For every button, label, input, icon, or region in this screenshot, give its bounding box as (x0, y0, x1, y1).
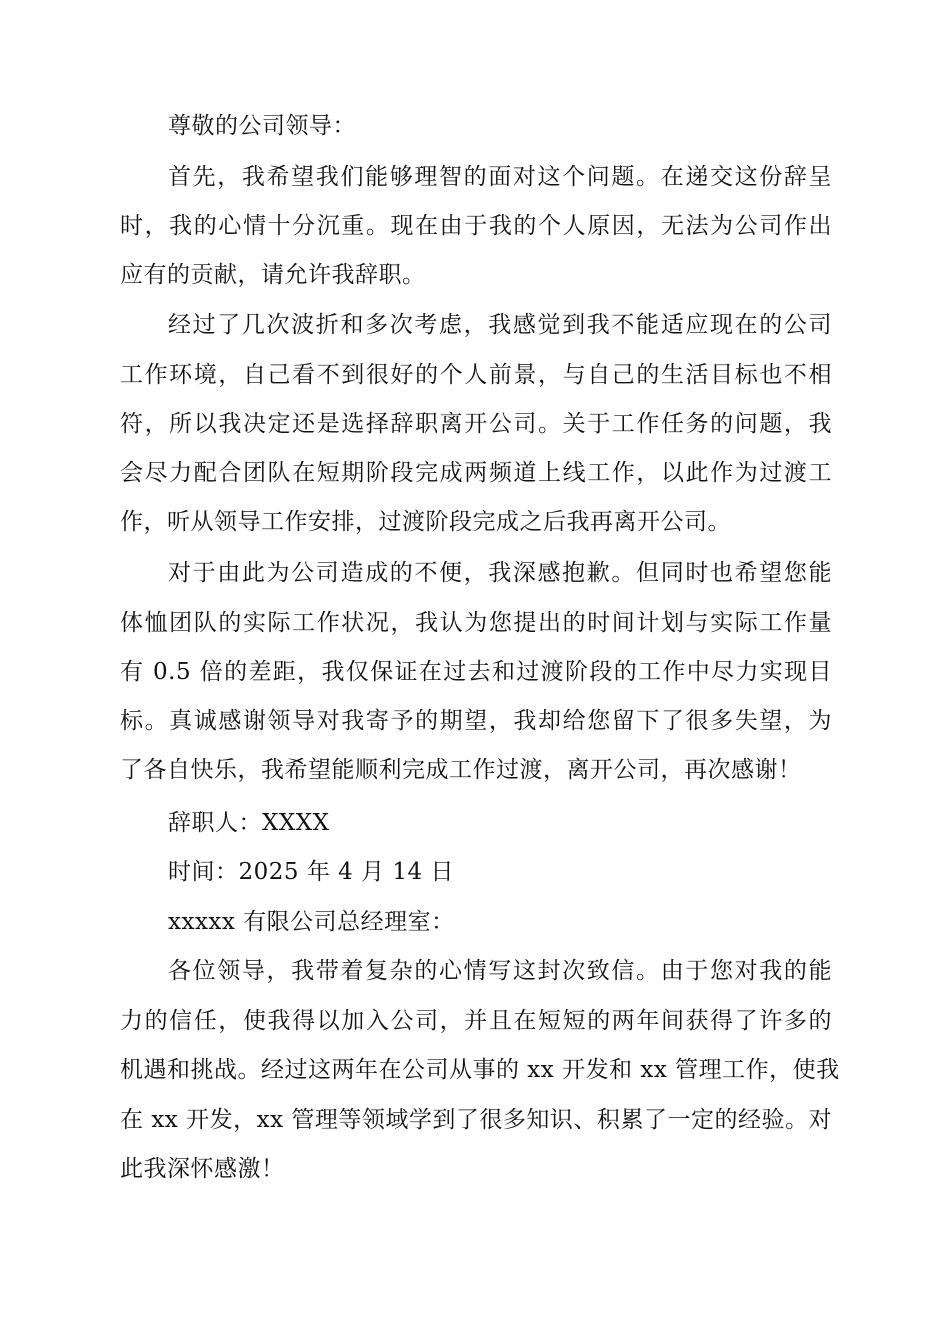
paragraph-line: 会尽力配合团队在短期阶段完成两频道上线工作，以此作为过渡工 (120, 460, 832, 486)
salutation: 尊敬的公司领导： (168, 113, 356, 139)
signer-line: 辞职人：XXXX (168, 810, 330, 836)
paragraph-line: 经过了几次波折和多次考虑，我感觉到我不能适应现在的公司 (168, 312, 832, 338)
paragraph-line: 力的信任，使我得以加入公司，并且在短短的两年间获得了许多的 (120, 1008, 832, 1034)
paragraph-line: 体恤团队的实际工作状况，我认为您提出的时间计划与实际工作量 (120, 610, 832, 636)
paragraph-line: 作，听从领导工作安排，过渡阶段完成之后我再离开公司。 (120, 509, 731, 535)
paragraph-line: 标。真诚感谢领导对我寄予的期望，我却给您留下了很多失望，为 (120, 708, 832, 734)
paragraph-line: 机遇和挑战。经过这两年在公司从事的 xx 开发和 xx 管理工作，使我 (120, 1057, 840, 1083)
paragraph-line: 了各自快乐，我希望能顺利完成工作过渡，离开公司，再次感谢！ (120, 757, 802, 783)
date-line: 时间：2025 年 4 月 14 日 (168, 859, 454, 885)
paragraph-line: 各位领导，我带着复杂的心情写这封次致信。由于您对我的能 (168, 958, 832, 984)
paragraph-line: 对于由此为公司造成的不便，我深感抱歉。但同时也希望您能 (168, 560, 832, 586)
paragraph-line: 符，所以我决定还是选择辞职离开公司。关于工作任务的问题，我 (120, 411, 832, 437)
paragraph-line: 在 xx 开发，xx 管理等领域学到了很多知识、积累了一定的经验。对 (120, 1107, 832, 1133)
paragraph-line: 时，我的心情十分沉重。现在由于我的个人原因，无法为公司作出 (120, 213, 832, 239)
salutation: xxxxx 有限公司总经理室： (168, 909, 455, 935)
paragraph-line: 应有的贡献，请允许我辞职。 (120, 262, 426, 288)
paragraph-line: 首先，我希望我们能够理智的面对这个问题。在递交这份辞呈 (168, 164, 832, 190)
paragraph-line: 有 0.5 倍的差距，我仅保证在过去和过渡阶段的工作中尽力实现目 (120, 659, 832, 685)
paragraph-line: 此我深怀感激！ (120, 1156, 285, 1182)
paragraph-line: 工作环境，自己看不到很好的个人前景，与自己的生活目标也不相 (120, 362, 832, 388)
